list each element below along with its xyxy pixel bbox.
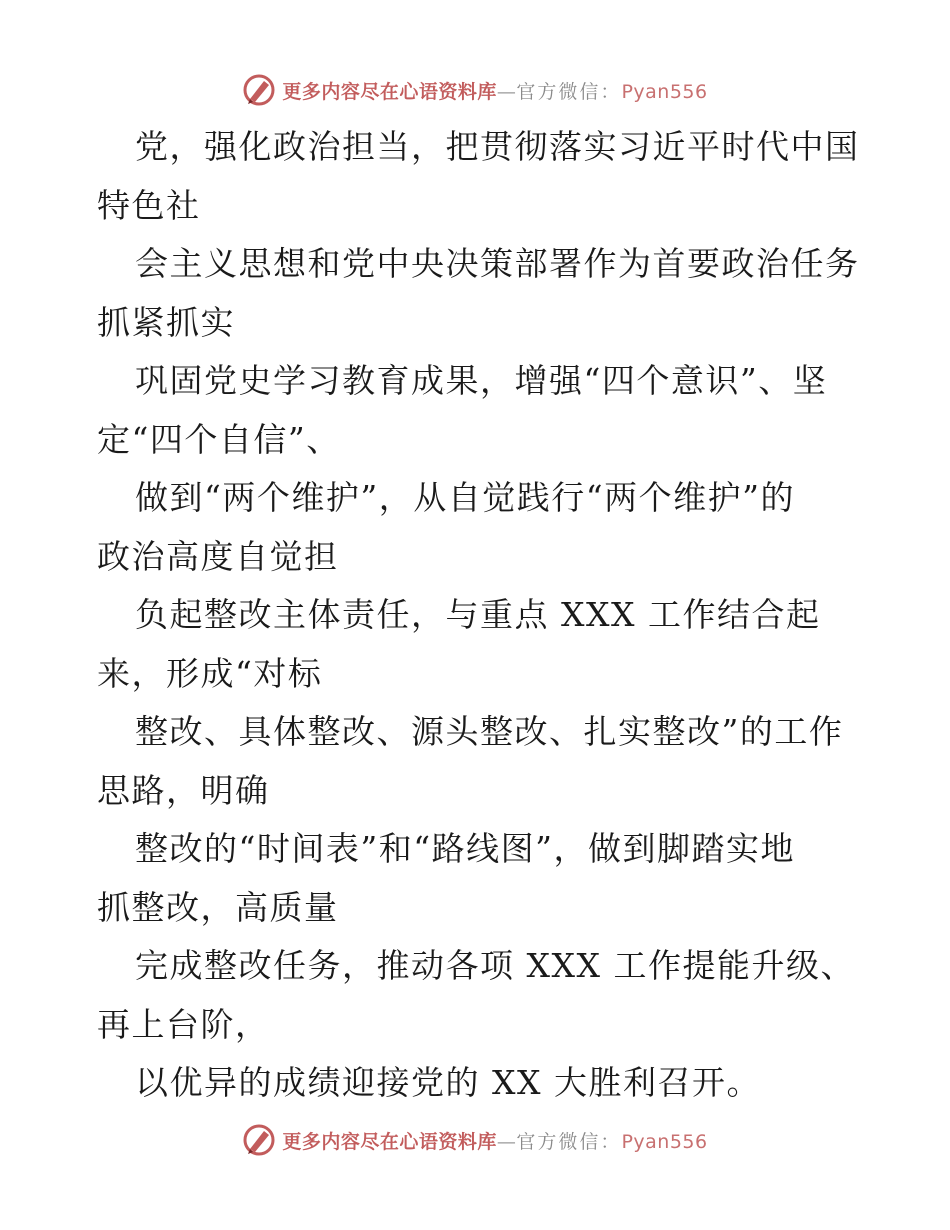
body-line: 整改的“时间表”和“路线图”，做到脚踏实地 <box>135 829 795 868</box>
header-slogan: 更多内容尽在心语资料库 <box>282 80 497 103</box>
body-line: 再上台阶， <box>97 1004 270 1044</box>
header-banner-text <box>282 77 707 104</box>
pen-logo-icon <box>242 73 276 107</box>
body-line: 完成整改任务，推动各项 XXX 工作提能升级、 <box>135 946 855 985</box>
pen-logo-icon <box>242 1123 276 1157</box>
header-wechat-label: 官方微信： <box>516 80 622 103</box>
header-separator: — <box>496 80 517 103</box>
body-line: 抓整改，高质量 <box>97 887 339 927</box>
footer-banner <box>0 1120 950 1160</box>
footer-slogan: 更多内容尽在心语资料库 <box>282 1130 497 1153</box>
document-body <box>97 118 860 1113</box>
body-line: 党，强化政治担当，把贯彻落实习近平时代中国 <box>135 127 860 166</box>
body-line: 来，形成“对标 <box>97 653 323 693</box>
body-line: 整改、具体整改、源头整改、扎实整改”的工作 <box>135 712 844 751</box>
body-line: 会主义思想和党中央决策部署作为首要政治任务 <box>135 244 860 283</box>
footer-wechat-handle: Pyan556 <box>621 1130 708 1153</box>
body-line: 抓紧抓实 <box>97 302 235 342</box>
body-line: 定“四个自信”、 <box>97 419 341 459</box>
footer-banner-text <box>282 1127 707 1154</box>
footer-separator: — <box>496 1130 517 1153</box>
body-line: 做到“两个维护”，从自觉践行“两个维护”的 <box>135 478 795 517</box>
body-line: 特色社 <box>97 185 201 225</box>
body-line: 思路，明确 <box>97 770 270 810</box>
body-line: 负起整改主体责任，与重点 XXX 工作结合起 <box>135 595 821 634</box>
body-line: 以优异的成绩迎接党的 XX 大胜利召开。 <box>135 1063 761 1102</box>
header-banner <box>0 70 950 110</box>
body-line: 政治高度自觉担 <box>97 536 339 576</box>
body-line: 巩固党史学习教育成果，增强“四个意识”、坚 <box>135 361 828 400</box>
header-wechat-handle: Pyan556 <box>621 80 708 103</box>
footer-wechat-label: 官方微信： <box>516 1130 622 1153</box>
